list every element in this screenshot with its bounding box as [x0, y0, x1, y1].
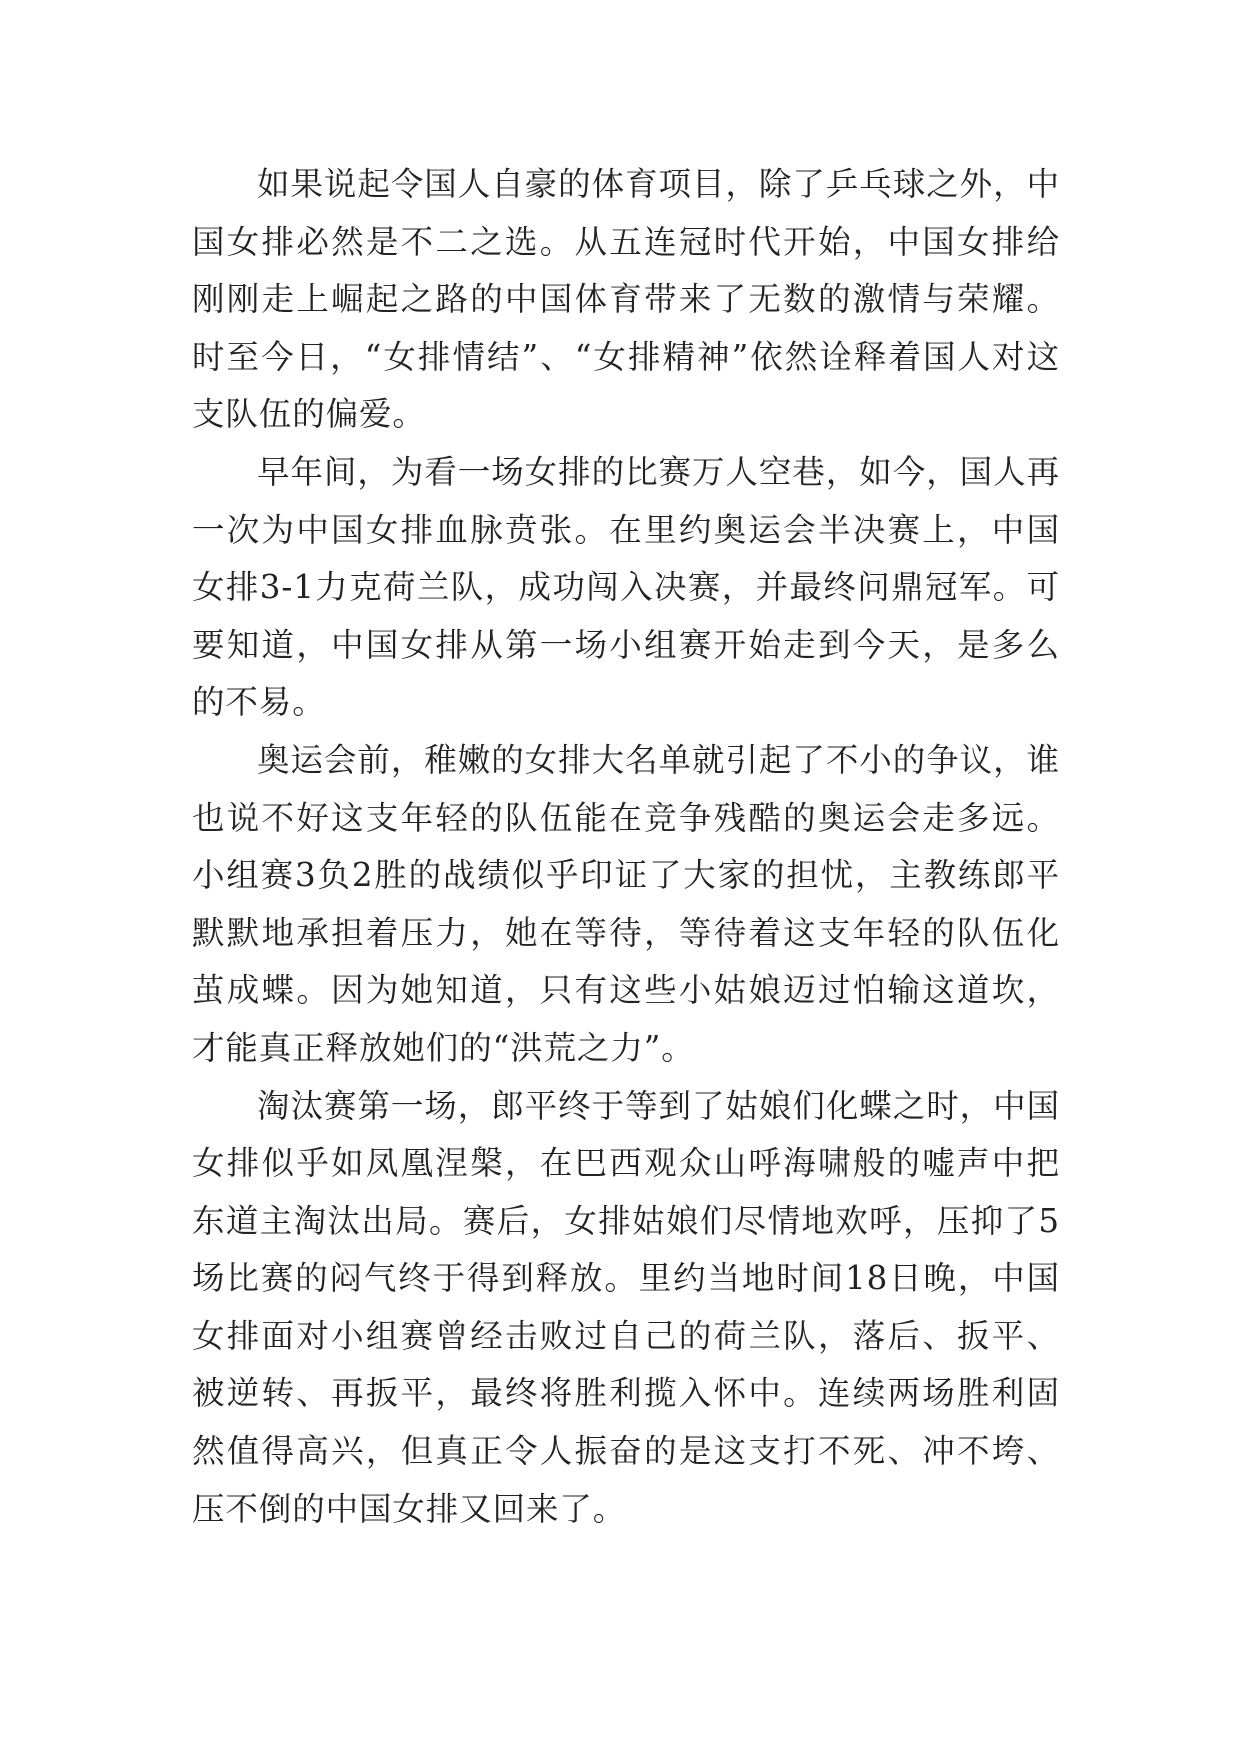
paragraph-3: 奥运会前，稚嫩的女排大名单就引起了不小的争议，谁也说不好这支年轻的队伍能在竞争残酷的奥运会走多远。小组赛3负2胜的战绩似乎印证了大家的担忧，主教练郎平默默地承担着压力，她在等待，等待着这支年轻的队伍化茧成蝶。因为她知道，只有这些小姑娘迈过怕输这道坎，才能真正释放她们的“洪荒之力”。: [192, 740, 1060, 1067]
paragraph-1: 如果说起令国人自豪的体育项目，除了乒乓球之外，中国女排必然是不二之选。从五连冠时代开始，中国女排给刚刚走上崛起之路的中国体育带来了无数的激情与荣耀。时至今日，“女排情结”、“女排精神”依然诠释着国人对这支队伍的偏爱。: [192, 165, 1060, 434]
document-body: [192, 156, 1060, 1538]
paragraph-4: 淘汰赛第一场，郎平终于等到了姑娘们化蝶之时，中国女排似乎如凤凰涅槃，在巴西观众山呼海啸般的嘘声中把东道主淘汰出局。赛后，女排姑娘们尽情地欢呼，压抑了5场比赛的闷气终于得到释放。里约当地时间18日晚，中国女排面对小组赛曾经击败过自己的荷兰队，落后、扳平、被逆转、再扳平，最终将胜利揽入怀中。连续两场胜利固然值得高兴，但真正令人振奋的是这支打不死、冲不垮、压不倒的中国女排又回来了。: [192, 1086, 1060, 1528]
paragraph-2: 早年间，为看一场女排的比赛万人空巷，如今，国人再一次为中国女排血脉贲张。在里约奥运会半决赛上，中国女排3-1力克荷兰队，成功闯入决赛，并最终问鼎冠军。可要知道，中国女排从第一场小组赛开始走到今天，是多么的不易。: [192, 452, 1060, 722]
